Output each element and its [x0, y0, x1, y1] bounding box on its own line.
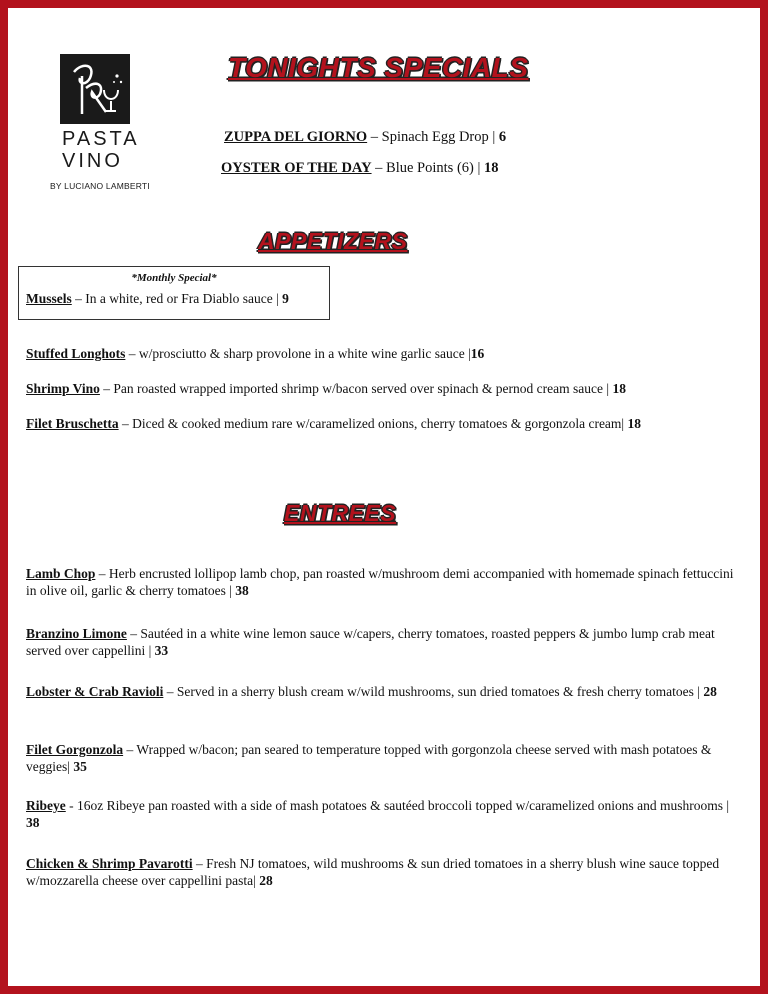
item-desc: 16oz Ribeye pan roasted with a side of mash potatoes & sautéed broccoli topped w/caramelized onions and mushrooms |	[77, 798, 730, 813]
special-desc: Spinach Egg Drop |	[381, 129, 499, 145]
separator: –	[125, 346, 139, 361]
item-desc: Wrapped w/bacon; pan seared to temperature topped with gorgonzola cheese served with mash potatoes & veggies|	[26, 742, 712, 774]
item-desc: Diced & cooked medium rare w/caramelized onions, cherry tomatoes & gorgonzola cream|	[132, 416, 628, 431]
item-name: Filet Bruschetta	[26, 416, 119, 431]
item-desc: In a white, red or Fra Diablo sauce |	[85, 291, 283, 306]
item-name: Ribeye	[26, 798, 66, 813]
item-name: Shrimp Vino	[26, 381, 100, 396]
entree-item	[26, 741, 744, 775]
logo-line-pasta: PASTA	[62, 128, 140, 150]
item-desc: Sautéed in a white wine lemon sauce w/capers, cherry tomatoes, roasted peppers & jumbo lump crab meat served over cappellini |	[26, 626, 715, 658]
monthly-special-label: *Monthly Special*	[131, 272, 217, 284]
entrees-heading: ENTREES	[284, 500, 397, 526]
appetizers-heading: APPETIZERS	[258, 228, 408, 254]
item-price: 18	[612, 381, 626, 396]
item-desc: Herb encrusted lollipop lamb chop, pan roasted w/mushroom demi accompanied with homemade spinach fettuccini in olive oil, garlic & cherry tomatoes |	[26, 566, 734, 598]
item-price: 18	[627, 416, 642, 431]
separator: –	[126, 626, 141, 641]
special-desc: Blue Points (6) |	[386, 160, 485, 176]
appetizer-item	[26, 345, 744, 362]
item-name: Branzino Limone	[26, 626, 127, 641]
monthly-special-item	[26, 291, 289, 307]
item-price: 35	[73, 759, 87, 774]
logo-wordmark	[62, 128, 162, 172]
separator: –	[123, 742, 137, 757]
separator: –	[95, 566, 109, 581]
restaurant-logo	[30, 52, 160, 202]
special-name: OYSTER OF THE DAY	[221, 160, 372, 176]
appetizer-item	[26, 380, 744, 397]
separator: –	[118, 416, 133, 431]
separator: –	[367, 129, 382, 145]
item-price: 28	[259, 873, 273, 888]
item-name: Lobster & Crab Ravioli	[26, 684, 164, 699]
separator: –	[163, 684, 177, 699]
separator: -	[65, 798, 77, 813]
item-price: 38	[26, 815, 40, 830]
item-desc: w/prosciutto & sharp provolone in a white wine garlic sauce |	[138, 346, 471, 361]
item-price: 16	[470, 346, 485, 361]
item-name: Filet Gorgonzola	[26, 742, 124, 757]
monthly-special-box	[18, 266, 330, 320]
item-price: 38	[235, 583, 249, 598]
item-desc: Served in a sherry blush cream w/wild mushrooms, sun dried tomatoes & fresh cherry tomatoes |	[176, 684, 704, 699]
special-item	[224, 129, 506, 146]
special-item	[221, 160, 499, 177]
entree-item	[26, 565, 744, 599]
item-name: Mussels	[26, 291, 72, 306]
item-name: Chicken & Shrimp Pavarotti	[26, 856, 193, 871]
separator: –	[371, 160, 387, 176]
logo-line-vino: VINO	[62, 150, 123, 172]
item-name: Stuffed Longhots	[26, 346, 126, 361]
logo-byline: BY LUCIANO LAMBERTI	[50, 181, 150, 191]
item-price: 33	[154, 643, 169, 658]
pasta-vino-logo-icon	[60, 54, 130, 124]
appetizer-item	[26, 415, 744, 432]
item-price: 9	[282, 291, 289, 306]
separator: –	[192, 856, 207, 871]
item-desc: Pan roasted wrapped imported shrimp w/bacon served over spinach & pernod cream sauce |	[113, 381, 613, 396]
item-desc: Fresh NJ tomatoes, wild mushrooms & sun dried tomatoes in a sherry blush wine sauce topped w/mozzarella cheese over cappellini pasta|	[26, 856, 720, 888]
item-name: Lamb Chop	[26, 566, 96, 581]
entree-item	[26, 683, 744, 700]
special-price: 18	[484, 160, 499, 176]
special-price: 6	[498, 129, 507, 145]
separator: –	[99, 381, 114, 396]
special-name: ZUPPA DEL GIORNO	[224, 129, 368, 145]
separator: –	[71, 291, 86, 306]
specials-heading: TONIGHTS SPECIALS	[228, 52, 529, 83]
entree-item	[26, 625, 744, 659]
item-price: 28	[703, 684, 717, 699]
entree-item	[26, 797, 744, 831]
entree-item	[26, 855, 744, 889]
